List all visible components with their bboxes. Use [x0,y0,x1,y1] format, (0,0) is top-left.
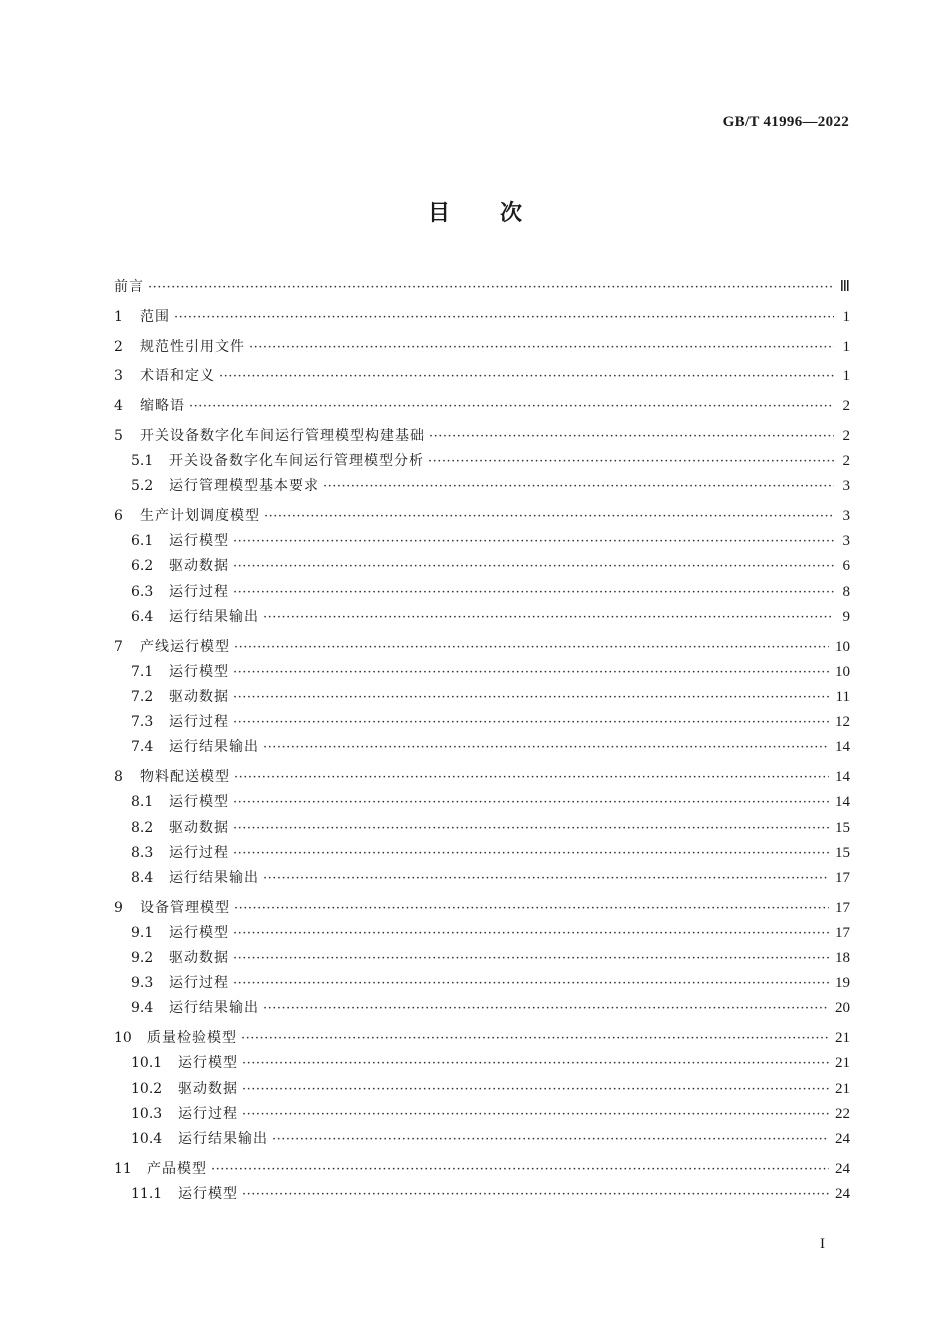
toc-entry-number: 9.3 [131,975,154,992]
toc-entry-number: 10.3 [131,1105,163,1122]
toc-entry-number: 5 [114,427,123,444]
dot-leader [249,335,834,360]
toc-entry-number: 6.4 [131,608,154,625]
toc-subentry[interactable] [114,1182,850,1207]
toc-entry-page: 11 [835,688,850,705]
toc-entry-title: 术语和定义 [140,368,215,385]
dot-leader [233,816,829,841]
dot-leader [148,275,834,300]
toc-entry[interactable] [114,896,850,921]
toc-entry[interactable] [114,364,850,389]
toc-subentry[interactable] [114,660,850,685]
toc-entry-number: 2 [114,338,123,355]
toc-entry-page: 1 [842,308,850,325]
toc-entry-page: 3 [842,508,850,525]
toc-entry-number: 4 [114,398,123,415]
toc-entry-page: 10 [835,663,850,680]
toc-entry[interactable] [114,394,850,419]
toc-entry-page: 18 [835,950,850,967]
toc-entry-page: 10 [835,638,850,655]
toc-entry-number: 6.1 [131,533,154,550]
toc-entry-page: 1 [842,338,850,355]
toc-subentry[interactable] [114,996,850,1021]
toc-entry-title: 运行结果输出 [169,739,259,756]
toc-entry-page: 9 [842,608,850,625]
toc-entry-title: 设备管理模型 [140,899,230,916]
toc-entry-title: 运行模型 [169,794,229,811]
toc-entry-page: 24 [835,1185,850,1202]
toc-entry-number: 5.1 [131,453,154,470]
dot-leader [242,1102,829,1127]
dot-leader [428,449,834,474]
toc-subentry[interactable] [114,790,850,815]
toc-entry-page: 6 [842,558,850,575]
toc-entry-title: 开关设备数字化车间运行管理模型构建基础 [140,427,425,444]
toc-entry-number: 6.2 [131,558,154,575]
toc-entry-title: 运行过程 [178,1105,238,1122]
toc-entry-number: 6 [114,508,123,525]
toc-entry-page: 15 [835,844,850,861]
toc-entry-title: 运行模型 [178,1055,238,1072]
footer-page-number: I [820,1236,825,1252]
dot-leader [264,504,834,529]
toc-entry-page: 12 [835,714,850,731]
toc-entry-title: 运行过程 [169,583,229,600]
dot-leader [189,394,834,419]
toc-entry-number: 1 [114,308,123,325]
toc-entry-page: Ⅲ [839,279,850,295]
toc-entry-title: 质量检验模型 [147,1030,237,1047]
toc-entry-page: 17 [835,869,850,886]
dot-leader [263,996,829,1021]
toc-entry[interactable] [114,335,850,360]
toc-entry-number: 3 [114,368,123,385]
toc-entry-title: 运行模型 [178,1185,238,1202]
dot-leader [263,735,829,760]
toc-entry-page: 22 [835,1105,850,1122]
toc-subentry[interactable] [114,710,850,735]
toc-entry-page: 21 [835,1080,850,1097]
toc-entry-title: 开关设备数字化车间运行管理模型分析 [169,453,424,470]
dot-leader [233,710,829,735]
toc-entry-page: 17 [835,924,850,941]
toc-entry-title: 运行过程 [169,714,229,731]
toc-entry-title: 前言 [114,279,144,295]
toc-subentry[interactable] [114,816,850,841]
toc-entry-page: 2 [842,398,850,415]
toc-entry-number: 9.1 [131,924,154,941]
dot-leader [233,660,829,685]
dot-leader [272,1127,829,1152]
toc-entry-number: 9.4 [131,1000,154,1017]
toc-entry-number: 8.2 [131,819,154,836]
dot-leader [219,364,834,389]
toc-entry-number: 7.1 [131,663,154,680]
toc-entry[interactable] [114,1157,850,1182]
dot-leader [323,474,834,499]
dot-leader [233,971,829,996]
toc-entry-title: 产线运行模型 [140,638,230,655]
toc-subentry[interactable] [114,841,850,866]
dot-leader [263,866,829,891]
toc-subentry[interactable] [114,866,850,891]
dot-leader [263,605,834,630]
toc-entry-page: 3 [842,478,850,495]
toc-entry-title: 运行结果输出 [178,1130,268,1147]
toc-entry-page: 21 [835,1030,850,1047]
toc-entry-number: 8.3 [131,844,154,861]
toc-entry-title: 物料配送模型 [140,769,230,786]
toc-entry-page: 3 [842,533,850,550]
toc-entry[interactable] [114,424,850,449]
toc-entry[interactable] [114,275,850,300]
toc-entry-number: 10 [114,1030,132,1047]
dot-leader [233,580,834,605]
toc-entry[interactable] [114,504,850,529]
toc-entry-number: 11 [114,1160,132,1177]
toc-entry-number: 7 [114,638,123,655]
toc-entry-number: 5.2 [131,478,154,495]
toc-entry-title: 运行过程 [169,844,229,861]
toc-entry-number: 8 [114,769,123,786]
toc-entry-page: 21 [835,1055,850,1072]
toc-subentry[interactable] [114,529,850,554]
toc-entry-page: 1 [842,368,850,385]
toc-subentry[interactable] [114,921,850,946]
toc-subentry[interactable] [114,554,850,579]
toc-entry-page: 2 [842,453,850,470]
dot-leader [242,1077,829,1102]
dot-leader [233,790,829,815]
toc-entry-title: 驱动数据 [178,1080,238,1097]
toc-entry-title: 驱动数据 [169,819,229,836]
toc-entry-title: 运行结果输出 [169,608,259,625]
toc-entry-title: 运行模型 [169,924,229,941]
toc-entry-page: 14 [835,769,850,786]
toc-entry-page: 15 [835,819,850,836]
toc-subentry[interactable] [114,735,850,760]
toc-entry-title: 缩略语 [140,398,185,415]
toc-entry-page: 19 [835,975,850,992]
dot-leader [242,1182,829,1207]
toc-entry-page: 8 [842,583,850,600]
toc-subentry[interactable] [114,1077,850,1102]
toc-entry-title: 生产计划调度模型 [140,508,260,525]
toc-subentry[interactable] [114,1102,850,1127]
toc-entry-number: 10.4 [131,1130,163,1147]
toc-subentry[interactable] [114,449,850,474]
dot-leader [174,305,834,330]
dot-leader [429,424,834,449]
toc-entry-title: 驱动数据 [169,688,229,705]
toc-entry-number: 8.1 [131,794,154,811]
toc-entry-number: 10.2 [131,1080,163,1097]
toc-entry[interactable] [114,635,850,660]
toc-entry-title: 运行管理模型基本要求 [169,478,319,495]
toc-entry-number: 6.3 [131,583,154,600]
table-of-contents [114,275,850,1207]
toc-subentry[interactable] [114,1051,850,1076]
dot-leader [233,841,829,866]
toc-entry-title: 运行模型 [169,663,229,680]
dot-leader [233,529,834,554]
toc-entry-number: 9 [114,899,123,916]
toc-subentry[interactable] [114,580,850,605]
toc-entry-number: 11.1 [131,1185,163,1202]
toc-entry-page: 24 [835,1130,850,1147]
toc-entry-title: 运行模型 [169,533,229,550]
toc-title: 目次 [427,201,572,226]
dot-leader [241,1026,829,1051]
toc-entry-title: 运行过程 [169,975,229,992]
toc-entry-title: 产品模型 [147,1160,207,1177]
toc-subentry[interactable] [114,971,850,996]
dot-leader [242,1051,829,1076]
toc-entry-title: 规范性引用文件 [140,338,245,355]
toc-entry-page: 24 [835,1160,850,1177]
dot-leader [233,921,829,946]
dot-leader [234,896,829,921]
toc-entry-page: 14 [835,794,850,811]
dot-leader [211,1157,829,1182]
toc-entry-number: 9.2 [131,950,154,967]
dot-leader [233,946,829,971]
toc-entry-page: 17 [835,899,850,916]
toc-entry[interactable] [114,1026,850,1051]
toc-entry-number: 10.1 [131,1055,163,1072]
toc-entry-page: 2 [842,427,850,444]
toc-subentry[interactable] [114,946,850,971]
toc-subentry[interactable] [114,605,850,630]
toc-entry-title: 范围 [140,308,170,325]
toc-subentry[interactable] [114,474,850,499]
toc-entry[interactable] [114,305,850,330]
toc-entry-number: 8.4 [131,869,154,886]
toc-entry-number: 7.3 [131,714,154,731]
toc-subentry[interactable] [114,685,850,710]
standard-code: GB/T 41996—2022 [722,114,849,130]
toc-entry-title: 驱动数据 [169,558,229,575]
toc-entry-number: 7.4 [131,739,154,756]
toc-entry-number: 7.2 [131,688,154,705]
dot-leader [234,765,829,790]
toc-subentry[interactable] [114,1127,850,1152]
toc-entry-page: 20 [835,1000,850,1017]
toc-entry[interactable] [114,765,850,790]
toc-entry-title: 运行结果输出 [169,869,259,886]
dot-leader [233,554,834,579]
toc-entry-page: 14 [835,739,850,756]
toc-entry-title: 运行结果输出 [169,1000,259,1017]
dot-leader [233,685,830,710]
toc-entry-title: 驱动数据 [169,950,229,967]
dot-leader [234,635,829,660]
